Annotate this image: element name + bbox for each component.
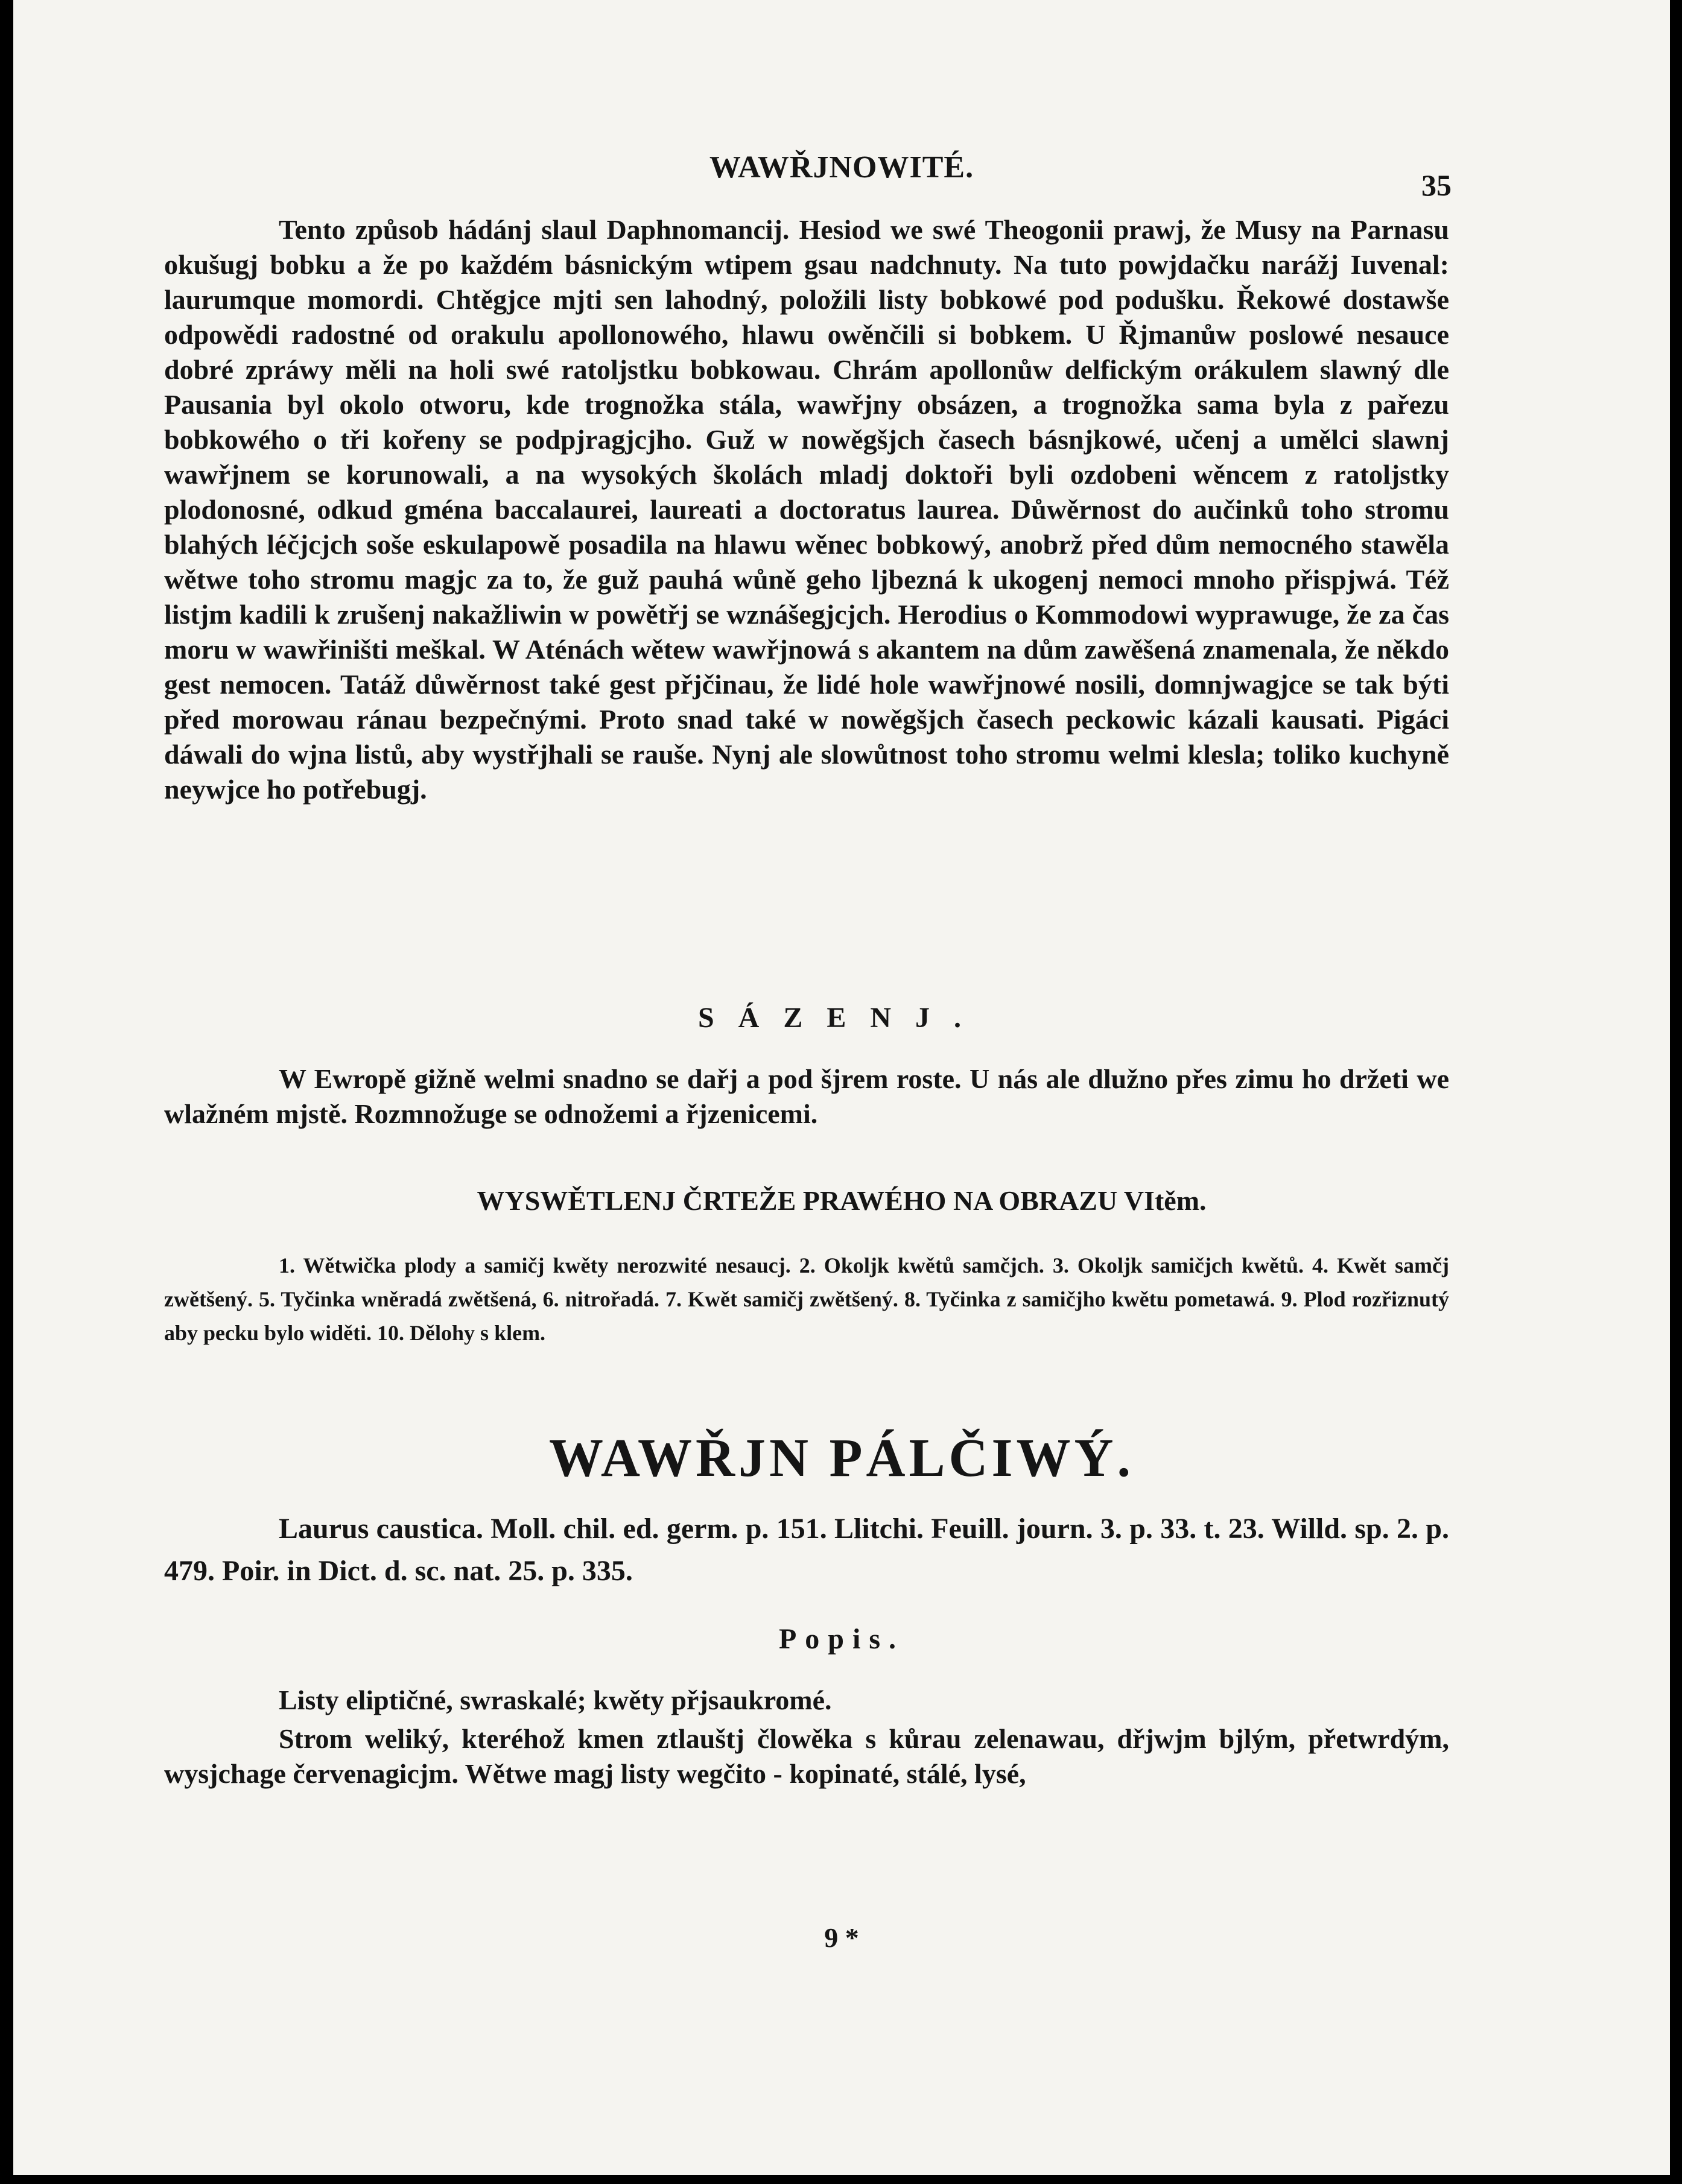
- popis-line-2: Strom weliký, kteréhož kmen ztlauštj člowěka s kůrau zelenawau, dřjwjm bjlým, přetwrdým, wysjchage červenagicjm. Wětwe magj listy wegčito - kopinaté, stálé, lysé,: [164, 1723, 1449, 1789]
- sazeni-block: [164, 1062, 1449, 1132]
- sazeni-paragraph: W Ewropě gižně welmi snadno se dařj a pod šjrem roste. U nás ale dlužno přes zimu ho držeti we wlažném mjstě. Rozmnožuge se odnožemi a řjzenicemi.: [164, 1063, 1449, 1129]
- plate-explanation: 1. Wětwička plody a samičj kwěty nerozwité nesaucj. 2. Okoljk kwětů samčjch. 3. Okoljk samičjch kwětů. 4. Kwět samčj zwětšený. 5. Tyčinka wněradá zwětšená, 6. nitrořadá. 7. Kwět samičj zwětšený. 8. Tyčinka z samičjho kwětu pometawá. 9. Plod rozřiznutý aby pecku bylo widěti. 10. Dělohy s klem.: [164, 1253, 1449, 1345]
- plate-explanation-block: [164, 1249, 1449, 1350]
- synonymy-text: Laurus caustica. Moll. chil. ed. germ. p. 151. Llitchi. Feuill. journ. 3. p. 33. t. 23. Willd. sp. 2. p. 479. Poir. in Dict. d. sc. nat. 25. p. 335.: [164, 1513, 1449, 1587]
- popis-line-1: Listy eliptičné, swraskalé; kwěty přjsaukromé.: [279, 1685, 832, 1715]
- page-number: 35: [1421, 168, 1452, 202]
- book-page: [13, 0, 1670, 2175]
- body-paragraph: Tento způsob hádánj slaul Daphnomancij. Hesiod we swé Theogonii prawj, že Musy na Parnasu okušugj bobku a že po každém básnickým wtipem gsau nadchnuty. Na tuto powjdačku narážj Iuvenal: laurumque momordi. Chtěgjce mjti sen lahodný, položili listy bobkowé pod podušku. Řekowé dostawše odpowědi radostné od orakulu apollonowého, hlawu owěnčili si bobkem. U Řjmanůw poslowé nesauce dobré zpráwy měli na holi swé ratoljstku bobkowau. Chrám apollonůw delfickým orákulem slawný dle Pausania byl okolo otworu, kde trognožka stála, wawřjny obsázen, a trognožka sama byla z pařezu bobkowého o tři kořeny se podpjragjcjho. Guž w nowěgšjch časech básnjkowé, učenj a umělci slawnj wawřjnem se korunowali, a na wysokých školách mladj doktoři byli ozdobeni wěncem z ratoljstky plodonosné, odkud gména baccalaurei, laureati a doctoratus laurea. Důwěrnost do aučinků toho stromu blahých léčjcjch soše eskulapowě posadila na hlawu wěnec bobkowý, anobrž před dům nemocného stawěla wětwe toho stromu magjc za to, že guž pauhá wůně geho ljbezná k ukogenj nemoci mnoho přispjwá. Též listjm kadili k zrušenj nakažliwin w powětřj se wznášegjcjch. Herodius o Kommodowi wyprawuge, že za čas moru w wawřiništi meškal. W Aténách wětew wawřjnowá s akantem na dům zawěšená znamenala, že někdo gest nemocen. Tatáž důwěrnost také gest přjčinau, že lidé hole wawřjnowé nosili, domnjwagjce se tak býti před morowau ránau bezpečnými. Proto snad také w nowěgšjch časech peckowic kázali kausati. Pigáci dáwali do wjna listů, aby wystřjhali se rauše. Nynj ale slowůtnost toho stromu welmi klesla; toliko kuchyně neywjce ho potřebugj.: [164, 214, 1449, 805]
- body-text-block: [164, 212, 1449, 807]
- running-head: WAWŘJNOWITÉ.: [709, 150, 974, 185]
- section-heading-popis: Popis.: [778, 1623, 905, 1655]
- species-title: WAWŘJN PÁLČIWÝ.: [548, 1428, 1135, 1488]
- signature-mark: 9 *: [824, 1922, 859, 1953]
- synonymy-block: [164, 1508, 1449, 1592]
- plate-heading: WYSWĚTLENJ ČRTEŽE PRAWÉHO NA OBRAZU VItěm.: [477, 1185, 1207, 1216]
- popis-block: [164, 1683, 1449, 1791]
- section-heading-sazeni: SÁZENJ.: [697, 1002, 986, 1034]
